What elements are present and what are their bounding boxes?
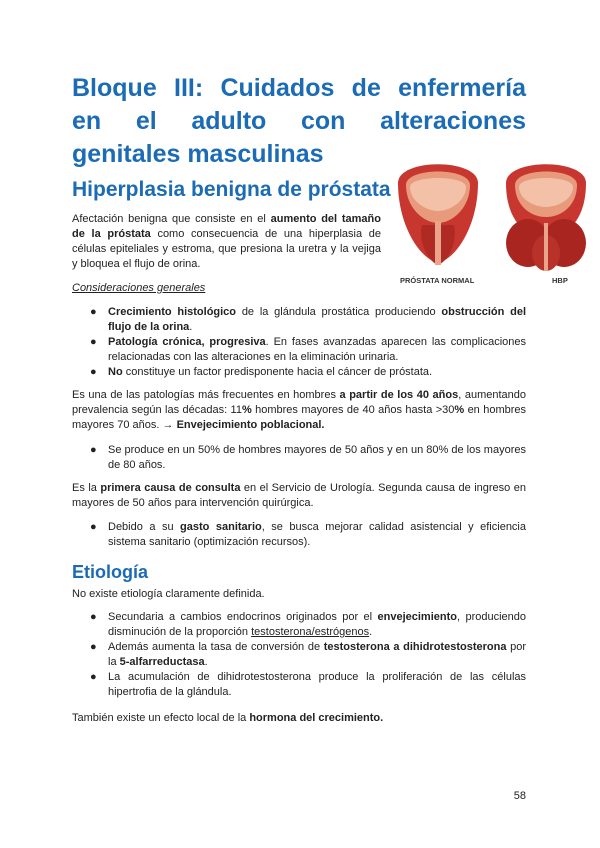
considerations-list bbox=[90, 305, 526, 380]
prev-bold-2: % bbox=[241, 404, 252, 416]
consultation-paragraph bbox=[72, 481, 526, 511]
intro-bold-1: aumento del tamaño de la próstata bbox=[72, 213, 381, 240]
bullet1-bold-2: obstrucción del flujo de la orina bbox=[108, 306, 527, 333]
prev-bold-1: a partir de los 40 años bbox=[339, 389, 459, 401]
consult-text-1: Es la bbox=[72, 482, 101, 494]
intro-paragraph bbox=[72, 212, 381, 272]
list-item bbox=[90, 610, 526, 640]
final-bold-1: hormona del crecimiento. bbox=[249, 712, 384, 724]
bullet1-bold-1: Crecimiento histológico bbox=[108, 306, 237, 318]
etio-b-text-3: . bbox=[204, 656, 208, 668]
prevalence-bullet-text: Se produce en un 50% de hombres mayores de 50 años y en un 80% de los mayores de 80 años. bbox=[108, 444, 526, 471]
list-item bbox=[90, 443, 526, 473]
cost-bold-1: gasto sanitario bbox=[180, 521, 262, 533]
bullet-icon: ● bbox=[90, 366, 97, 378]
prev-bold-3: % bbox=[454, 404, 465, 416]
bullet1-text-2: . bbox=[189, 321, 193, 333]
prev-bold-4: Envejecimiento poblacional. bbox=[176, 419, 325, 431]
title-line-2: en el adulto con alteraciones bbox=[72, 107, 526, 135]
etio-b-text-1: Además aumenta la tasa de conversión de bbox=[108, 641, 324, 653]
bullet-icon: ● bbox=[90, 336, 97, 348]
list-item bbox=[90, 520, 526, 550]
etio-a-text-1: Secundaria a cambios endocrinos originados por el bbox=[108, 611, 378, 623]
prostate-illustration bbox=[388, 153, 598, 273]
prev-text-1: Es una de las patologías más frecuentes en hombres bbox=[72, 389, 340, 401]
intro-text-1: Afectación benigna que consiste en el bbox=[72, 213, 271, 225]
final-paragraph bbox=[72, 711, 526, 726]
caption-normal-prostate: PRÓSTATA NORMAL bbox=[400, 276, 475, 285]
cost-text-2: , se busca mejorar calidad asistencial y eficiencia sistema sanitario (optimización recursos). bbox=[108, 521, 526, 548]
bullet3-bold-1: No bbox=[108, 366, 123, 378]
bullet2-text-1: . En fases avanzadas aparecen las complicaciones relacionadas con las alteraciones en la eliminación urinaria. bbox=[108, 336, 526, 363]
bullet-icon: ● bbox=[90, 641, 97, 653]
etio-c-text-1: La acumulación de dihidrotestosterona produce la proliferación de las células hipertrofia de la glándula. bbox=[108, 671, 526, 698]
list-item bbox=[90, 305, 526, 335]
etiology-intro: No existe etiología claramente definida. bbox=[72, 588, 265, 600]
etio-b-bold-2: 5-alfarreductasa bbox=[119, 656, 205, 668]
normal-prostate-drawing bbox=[398, 164, 478, 265]
etio-a-text-3: . bbox=[369, 626, 373, 638]
cost-list bbox=[90, 520, 526, 550]
bullet-icon: ● bbox=[90, 671, 97, 683]
prostate-figure bbox=[388, 153, 598, 288]
list-item bbox=[90, 365, 526, 380]
consult-text-2: en el Servicio de Urología. Segunda causa de ingreso en mayores de 50 años para intervención quirúrgica. bbox=[72, 482, 527, 509]
intro-text-2: como consecuencia de una hiperplasia de células epiteliales y estroma, que presiona la uretra y la vejiga y bloquea el flujo de orina. bbox=[72, 228, 381, 270]
prev-text-3: hombres mayores de 40 años hasta >30 bbox=[251, 404, 455, 416]
bullet-icon: ● bbox=[90, 611, 97, 623]
bullet-icon: ● bbox=[90, 444, 97, 456]
hbp-prostate-drawing bbox=[506, 164, 586, 271]
caption-hbp: HBP bbox=[552, 276, 568, 285]
considerations-heading bbox=[72, 281, 322, 296]
consult-bold-1: primera causa de consulta bbox=[100, 482, 241, 494]
prevalence-list bbox=[90, 443, 526, 473]
bullet-icon: ● bbox=[90, 521, 97, 533]
list-item bbox=[90, 670, 526, 700]
list-item bbox=[90, 640, 526, 670]
title-line-3: genitales masculinas bbox=[72, 140, 324, 168]
etio-a-text-2: , produciendo disminución de la proporción bbox=[108, 611, 526, 638]
etiology-list bbox=[90, 610, 526, 700]
bullet3-text-1: constituye un factor predisponente hacia el cáncer de próstata. bbox=[122, 366, 433, 378]
considerations-heading-text: Consideraciones generales bbox=[72, 282, 206, 294]
prevalence-paragraph bbox=[72, 388, 526, 433]
cost-text-1: Debido a su bbox=[108, 521, 181, 533]
etio-a-underline: testosterona/estrógenos bbox=[251, 626, 370, 638]
section-title-hbp: Hiperplasia benigna de próstata bbox=[72, 178, 391, 201]
prev-text-4: en hombres mayores 70 años. → bbox=[72, 404, 526, 431]
page-number: 58 bbox=[513, 790, 526, 802]
final-text-1: También existe un efecto local de la bbox=[72, 712, 250, 724]
bullet-icon: ● bbox=[90, 306, 97, 318]
bullet1-text-1: de la glándula prostática produciendo bbox=[236, 306, 442, 318]
etio-b-bold-1: testosterona a dihidrotestosterona bbox=[323, 641, 507, 653]
title-line-1: Bloque III: Cuidados de enfermería bbox=[72, 74, 526, 102]
etio-a-bold-1: envejecimiento bbox=[377, 611, 457, 623]
etio-b-text-2: por la bbox=[108, 641, 526, 668]
prev-text-2: , aumentando prevalencia según las décadas: 11 bbox=[72, 389, 527, 416]
list-item bbox=[90, 335, 526, 365]
bullet2-bold-1: Patología crónica, progresiva bbox=[108, 336, 266, 348]
section-title-etiology: Etiología bbox=[72, 562, 148, 582]
